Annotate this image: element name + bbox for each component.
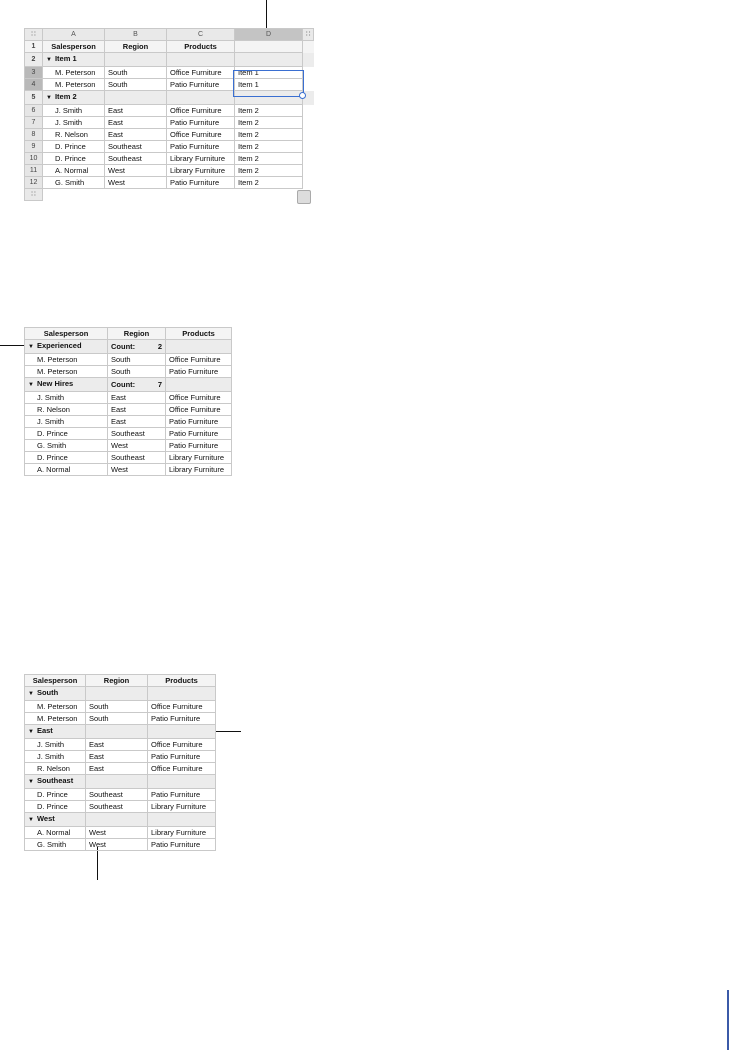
row-spacer [303,141,314,153]
group-row[interactable] [25,340,232,354]
header-cell[interactable]: Region [105,41,167,53]
table-cell[interactable]: Southeast [86,789,148,801]
empty-cell[interactable] [167,53,235,67]
table-cell[interactable]: D. Prince [25,789,86,801]
table-row[interactable] [25,117,314,129]
table-row[interactable] [25,428,232,440]
count-value: 2 [157,342,162,351]
row-spacer [303,153,314,165]
header-row[interactable] [25,675,216,687]
disclosure-triangle-icon[interactable]: ▼ [28,779,34,785]
header-cell[interactable]: Products [166,328,232,340]
group-row[interactable] [25,53,314,67]
table-cell[interactable]: R. Nelson [25,763,86,775]
table-cell[interactable]: West [108,464,166,476]
group-label: Item 1 [54,54,77,63]
table-row[interactable] [25,392,232,404]
header-cell[interactable]: Region [86,675,148,687]
table-cell[interactable]: Patio Furniture [167,141,235,153]
group-count-cell[interactable] [86,775,148,789]
table-row[interactable] [25,763,216,775]
table-cell[interactable]: Office Furniture [167,129,235,141]
table-row[interactable] [25,404,232,416]
group-label-cell[interactable] [43,53,105,67]
empty-cell[interactable] [166,340,232,354]
row-number[interactable]: 3 [25,67,43,79]
table-cell[interactable]: South [105,79,167,91]
table-cell[interactable]: West [108,440,166,452]
table-handle-icon[interactable]: ∷ [25,29,43,41]
row-spacer [303,105,314,117]
table-cell[interactable]: East [105,117,167,129]
group-label-cell[interactable] [25,340,108,354]
group-label: South [36,688,59,697]
table-cell[interactable]: South [108,354,166,366]
table-row[interactable] [25,416,232,428]
group-count-cell[interactable] [86,725,148,739]
callout-line-region-column [97,847,98,880]
table-cell[interactable]: Southeast [108,452,166,464]
table-cell[interactable]: East [108,416,166,428]
empty-cell[interactable] [235,53,303,67]
table-cell[interactable]: Library Furniture [166,464,232,476]
table-cell[interactable]: G. Smith [43,177,105,189]
table-cell[interactable]: M. Peterson [25,366,108,378]
group-count-cell[interactable] [108,378,166,392]
categorized-table-2 [24,327,232,476]
table-cell[interactable]: Southeast [86,801,148,813]
column-header-b[interactable]: B [105,29,167,41]
table-cell[interactable]: J. Smith [25,739,86,751]
table-cell[interactable]: R. Nelson [43,129,105,141]
table-cell[interactable]: D. Prince [25,452,108,464]
footer-spacer [43,189,105,201]
table-cell[interactable]: D. Prince [25,428,108,440]
table-cell[interactable]: Patio Furniture [148,789,216,801]
table-cell[interactable]: East [108,392,166,404]
group-label: Southeast [36,776,74,785]
table-cell[interactable]: Office Furniture [166,392,232,404]
disclosure-triangle-icon[interactable]: ▼ [46,57,52,63]
table-cell[interactable]: Office Furniture [166,404,232,416]
group-count-cell[interactable] [108,340,166,354]
header-cell[interactable]: Salesperson [25,675,86,687]
table-cell[interactable]: South [86,701,148,713]
count-label: Count: [111,342,136,351]
table-row[interactable] [25,713,216,725]
group-row[interactable] [25,775,216,789]
footer-row [25,189,314,201]
table-cell[interactable]: Patio Furniture [166,416,232,428]
table-handle-icon[interactable]: ∷ [25,189,43,201]
row-spacer [303,67,314,79]
header-cell[interactable]: Products [148,675,216,687]
empty-cell[interactable] [166,378,232,392]
row-number[interactable]: 2 [25,53,43,67]
column-header-a[interactable]: A [43,29,105,41]
table-cell[interactable]: Patio Furniture [166,440,232,452]
table-cell[interactable]: Office Furniture [148,701,216,713]
group-label: East [36,726,53,735]
empty-cell[interactable] [148,813,216,827]
table-cell[interactable]: South [108,366,166,378]
table-cell[interactable]: D. Prince [25,801,86,813]
table-cell[interactable]: East [108,404,166,416]
group-label-cell[interactable] [25,775,86,789]
group-label: Item 2 [54,92,77,101]
table-row[interactable] [25,67,314,79]
table-cell[interactable]: A. Normal [25,464,108,476]
group-label-cell[interactable] [43,91,105,105]
header-cell[interactable]: Salesperson [25,328,108,340]
table-row[interactable] [25,701,216,713]
empty-cell[interactable] [235,91,303,105]
table-row[interactable] [25,839,216,851]
row-number[interactable]: 5 [25,91,43,105]
empty-cell[interactable] [148,775,216,789]
table-cell[interactable]: G. Smith [25,839,86,851]
footer-spacer [105,189,167,201]
table-cell[interactable]: M. Peterson [25,713,86,725]
table-cell[interactable]: Item 2 [235,141,303,153]
count-label: Count: [111,380,136,389]
table-row[interactable] [25,79,314,91]
row-number[interactable]: 10 [25,153,43,165]
row-number[interactable]: 7 [25,117,43,129]
table-cell[interactable]: West [105,177,167,189]
table-row[interactable] [25,751,216,763]
group-row[interactable] [25,378,232,392]
table-cell[interactable]: M. Peterson [25,354,108,366]
table-cell[interactable]: East [105,129,167,141]
row-number[interactable]: 8 [25,129,43,141]
footer-spacer [167,189,235,201]
table-cell[interactable]: East [86,739,148,751]
table-row[interactable] [25,464,232,476]
disclosure-triangle-icon[interactable]: ▼ [28,691,34,697]
group-label: New Hires [36,379,74,388]
table-cell[interactable]: Library Furniture [167,153,235,165]
group-row[interactable] [25,91,314,105]
empty-cell[interactable] [167,91,235,105]
table-cell[interactable]: Southeast [108,428,166,440]
table-cell[interactable]: J. Smith [43,105,105,117]
resize-handle-icon[interactable] [297,190,311,204]
table-cell[interactable]: Office Furniture [148,739,216,751]
header-cell[interactable]: Salesperson [43,41,105,53]
header-row[interactable] [25,41,314,53]
table-cell[interactable]: West [86,827,148,839]
spreadsheet-table[interactable] [24,674,216,851]
row-spacer [303,129,314,141]
spreadsheet-table[interactable] [24,28,314,201]
table-cell[interactable]: Patio Furniture [148,751,216,763]
table-cell[interactable]: G. Smith [25,440,108,452]
footer-spacer [235,189,303,201]
row-number[interactable]: 4 [25,79,43,91]
header-cell[interactable]: Products [167,41,235,53]
table-cell[interactable]: West [86,839,148,851]
table-row[interactable] [25,801,216,813]
table-cell[interactable]: A. Normal [25,827,86,839]
selection-resize-handle[interactable] [299,92,306,99]
table-cell[interactable]: M. Peterson [43,67,105,79]
table-cell[interactable]: Item 2 [235,153,303,165]
table-cell[interactable]: Library Furniture [166,452,232,464]
table-cell[interactable]: Item 2 [235,177,303,189]
table-cell[interactable]: D. Prince [43,141,105,153]
table-cell[interactable]: Office Furniture [148,763,216,775]
disclosure-triangle-icon[interactable]: ▼ [46,95,52,101]
empty-cell[interactable] [105,91,167,105]
table-row[interactable] [25,165,314,177]
group-row[interactable] [25,725,216,739]
table-cell[interactable]: South [105,67,167,79]
row-number[interactable]: 9 [25,141,43,153]
table-cell[interactable]: A. Normal [43,165,105,177]
group-label: West [36,814,55,823]
row-number[interactable]: 1 [25,41,43,53]
table-row[interactable] [25,105,314,117]
table-cell[interactable]: J. Smith [25,416,108,428]
column-header-d[interactable]: D [235,29,303,41]
table-cell[interactable]: East [86,751,148,763]
row-number[interactable]: 6 [25,105,43,117]
table-row[interactable] [25,141,314,153]
table-cell[interactable]: Item 2 [235,165,303,177]
categorized-table-3 [24,674,216,851]
table-cell[interactable]: Southeast [105,153,167,165]
disclosure-triangle-icon[interactable]: ▼ [28,817,34,823]
row-spacer [303,165,314,177]
table-cell[interactable]: Item 2 [235,105,303,117]
callout-line-column-d [266,0,267,28]
group-label-cell[interactable] [25,813,86,827]
row-spacer [303,79,314,91]
table-cell[interactable]: J. Smith [25,392,108,404]
categorized-table-1 [24,28,314,201]
row-spacer [303,177,314,189]
table-cell[interactable]: Item 2 [235,129,303,141]
table-cell[interactable]: Office Furniture [167,105,235,117]
table-cell[interactable]: M. Peterson [25,701,86,713]
column-header-row [25,29,314,41]
table-cell[interactable]: Patio Furniture [167,177,235,189]
table-row[interactable] [25,789,216,801]
table-cell[interactable]: J. Smith [25,751,86,763]
group-label: Experienced [36,341,82,350]
row-spacer [303,53,314,67]
table-cell[interactable]: Item 1 [235,79,303,91]
empty-cell[interactable] [148,725,216,739]
table-row[interactable] [25,177,314,189]
table-row[interactable] [25,129,314,141]
spreadsheet-table[interactable] [24,327,232,476]
header-cell[interactable] [235,41,303,53]
table-cell[interactable]: Patio Furniture [167,79,235,91]
table-row[interactable] [25,354,232,366]
group-count-cell[interactable] [86,813,148,827]
row-spacer [303,41,314,53]
table-row[interactable] [25,739,216,751]
group-count-cell[interactable] [86,687,148,701]
table-cell[interactable]: M. Peterson [43,79,105,91]
table-cell[interactable]: J. Smith [43,117,105,129]
disclosure-triangle-icon[interactable]: ▼ [28,729,34,735]
table-cell[interactable]: Library Furniture [167,165,235,177]
header-row[interactable] [25,328,232,340]
table-cell[interactable]: Item 1 [235,67,303,79]
group-label-cell[interactable] [25,687,86,701]
table-cell[interactable]: Southeast [105,141,167,153]
table-cell[interactable]: East [86,763,148,775]
group-row[interactable] [25,687,216,701]
table-cell[interactable]: Patio Furniture [148,713,216,725]
group-row[interactable] [25,813,216,827]
table-cell[interactable]: D. Prince [43,153,105,165]
table-row[interactable] [25,440,232,452]
count-value: 7 [157,380,162,389]
group-label-cell[interactable] [25,725,86,739]
table-cell[interactable]: West [105,165,167,177]
row-spacer [303,117,314,129]
table-cell[interactable]: Library Furniture [148,827,216,839]
table-cell[interactable]: South [86,713,148,725]
group-label-cell[interactable] [25,378,108,392]
table-row[interactable] [25,366,232,378]
table-cell[interactable]: Patio Furniture [167,117,235,129]
header-cell[interactable]: Region [108,328,166,340]
table-cell[interactable]: Office Furniture [166,354,232,366]
table-row[interactable] [25,827,216,839]
disclosure-triangle-icon[interactable]: ▼ [28,344,34,350]
disclosure-triangle-icon[interactable]: ▼ [28,382,34,388]
table-row[interactable] [25,153,314,165]
empty-cell[interactable] [148,687,216,701]
table-cell[interactable]: Library Furniture [148,801,216,813]
table-row[interactable] [25,452,232,464]
row-number[interactable]: 12 [25,177,43,189]
table-cell[interactable]: Patio Furniture [166,428,232,440]
table-cell[interactable]: Patio Furniture [148,839,216,851]
column-header-c[interactable]: C [167,29,235,41]
table-cell[interactable]: Office Furniture [167,67,235,79]
column-handle-icon[interactable]: ∷ [303,29,314,41]
table-cell[interactable]: East [105,105,167,117]
empty-cell[interactable] [105,53,167,67]
row-number[interactable]: 11 [25,165,43,177]
table-cell[interactable]: Patio Furniture [166,366,232,378]
table-cell[interactable]: R. Nelson [25,404,108,416]
table-cell[interactable]: Item 2 [235,117,303,129]
